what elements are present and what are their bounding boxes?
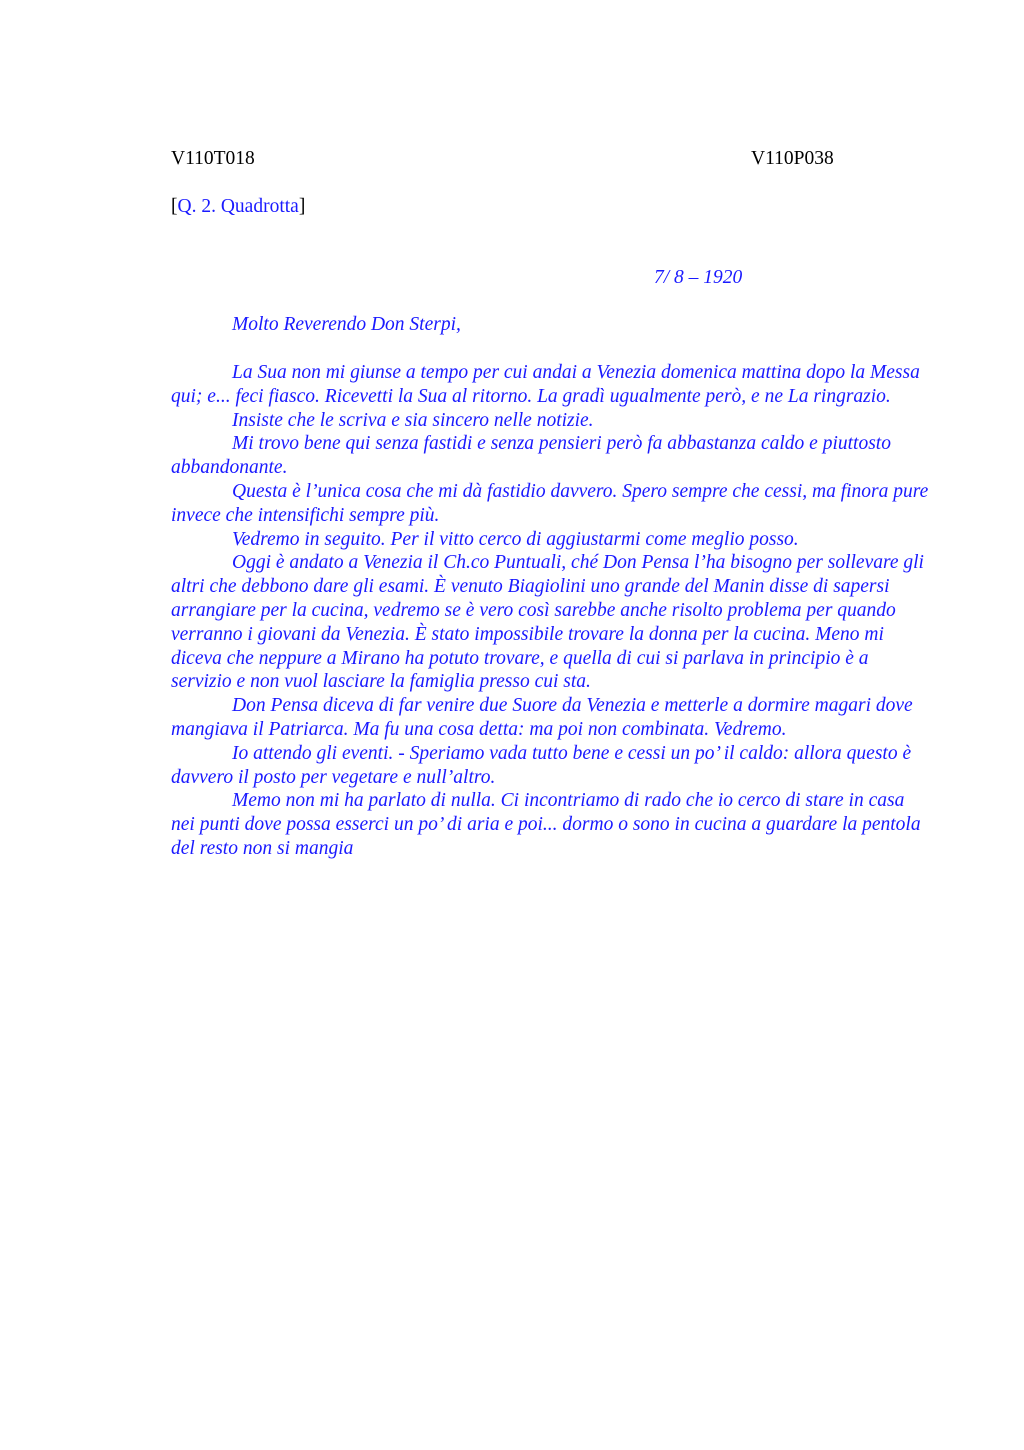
letter-paragraph: Io attendo gli eventi. - Speriamo vada tutto bene e cessi un po’ il caldo: allora questo è davvero il posto per vegetare e null’altro. [171,742,912,788]
reference-open-bracket: [ [171,196,178,217]
archive-reference [171,195,305,219]
letter-body [171,361,931,861]
letter-paragraph: Vedremo in seguito. Per il vitto cerco di aggiustarmi come meglio posso. [232,528,799,550]
letter-paragraph: La Sua non mi giunse a tempo per cui andai a Venezia domenica mattina dopo la Messa qui; e... feci fiasco. Ricevetti la Sua al ritorno. La gradì ugualmente però, e ne La ringrazio. [171,362,920,407]
letter-salutation: Molto Reverendo Don Sterpi, [232,314,461,335]
document-code-right: V110P038 [751,148,834,169]
letter-paragraph: Mi trovo bene qui senza fastidi e senza pensieri però fa abbastanza caldo e piuttosto abbandonante. [171,433,891,479]
reference-text: Q. 2. Quadrotta [177,196,299,217]
letter-paragraph: Insiste che le scriva e sia sincero nelle notizie. [232,409,594,431]
reference-close-bracket: ] [298,196,306,217]
letter-paragraph: Don Pensa diceva di far venire due Suore da Venezia e metterle a dormire magari dove mangiava il Patriarca. Ma fu una cosa detta: ma poi non combinata. Vedremo. [171,695,913,740]
letter-date: 7/ 8 – 1920 [654,267,743,288]
letter-paragraph: Questa è l’unica cosa che mi dà fastidio davvero. Spero sempre che cessi, ma finora pure invece che intensifichi sempre più. [171,480,929,526]
document-code-left: V110T018 [171,148,255,169]
letter-paragraph: Memo non mi ha parlato di nulla. Ci incontriamo di rado che io cerco di stare in casa nei punti dove possa esserci un po’ di aria e poi... dormo o sono in cucina a guardare la pentola del resto non si mangia [171,790,921,859]
letter-paragraph: Oggi è andato a Venezia il Ch.co Puntuali, ché Don Pensa l’ha bisogno per sollevare gli altri che debbono dare gli esami. È venuto Biagiolini uno grande del Manin disse di sapersi arrangiare per la cucina, vedremo se è vero così sarebbe anche risolto problema per quando verranno i giovani da Venezia. È stato impossibile trovare la donna per la cucina. Meno mi diceva che neppure a Mirano ha potuto trovare, e quella di cui si parlava in principio è a servizio e non vuol lasciare la famiglia presso cui sta. [171,552,924,693]
